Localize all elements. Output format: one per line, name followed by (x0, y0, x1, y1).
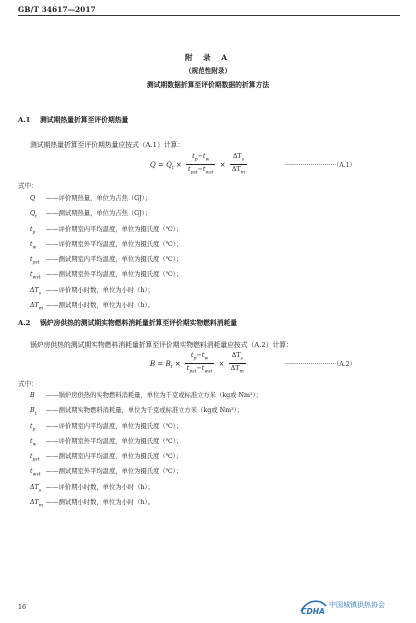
frac-num-minus: − (196, 351, 202, 359)
def-text: ——评价期热量，单位为吉焦（GJ）； (46, 195, 152, 202)
formula-base-sub: t (171, 166, 174, 172)
def-text: ——测试期室内平均温度，单位为摄氏度（℃）； (46, 453, 183, 460)
def-symbol: B (30, 407, 35, 415)
def-symbol: t (30, 453, 33, 460)
def-symbol: t (30, 271, 33, 279)
formula-base: Q (166, 160, 172, 169)
definition-item (30, 482, 262, 497)
frac-den-t: t (187, 165, 191, 174)
def-symbol: t (30, 437, 33, 445)
def-text: ——测试期室内平均温度，单位为摄氏度（℃）； (46, 256, 183, 263)
def-text: ——评价期室外平均温度，单位为摄氏度（℃）； (46, 437, 183, 445)
frac-num-sub: p (194, 157, 198, 163)
definition-item (30, 405, 262, 420)
definition-item (30, 224, 182, 239)
frac-den-t: t (186, 364, 190, 373)
definition-item (30, 451, 262, 466)
frac-num-sub2: w (205, 157, 210, 163)
def-symbol: ΔT (30, 483, 39, 491)
cdha-logo-icon (298, 597, 328, 617)
formula-base-sub: t (170, 365, 173, 371)
def-sub: s (38, 290, 42, 296)
formula-base: B (165, 359, 171, 368)
def-symbol: t (30, 422, 33, 430)
eqno-label: （A.2） (336, 361, 356, 368)
frac2-den: ΔT (230, 364, 240, 373)
def-sub: m (38, 503, 44, 508)
frac-num-t2: t (202, 152, 206, 160)
standard-number: GB/T 34617—2017 (18, 5, 96, 14)
frac-den-sub: pst (189, 369, 197, 375)
def-sub: w (32, 442, 37, 447)
def-sub: w (32, 245, 37, 250)
def-text: ——评价期小时数，单位为小时（h）； (46, 483, 154, 491)
def-symbol: B (30, 392, 35, 399)
equation-number-a2 (285, 359, 356, 368)
def-text: ——测试期室外平均温度，单位为摄氏度（℃）； (46, 468, 183, 476)
definition-item (30, 254, 182, 269)
definition-item (30, 285, 182, 300)
def-sub: wst (32, 275, 41, 281)
section-title: 锅炉房供热的测试期实物燃料消耗量折算至评价期实物燃料消耗量 (40, 319, 238, 327)
formula-lhs: B (150, 359, 156, 368)
where-label: 式中： (18, 380, 38, 388)
definition-item (30, 497, 262, 512)
page-number: 16 (18, 604, 27, 611)
section-title: 测试期热量折算至评价期热量 (40, 116, 129, 124)
def-symbol: t (30, 225, 33, 233)
def-text: ——测试期实物燃料消耗量，单位为千克或标准立方米（kg或 Nm³）； (46, 407, 244, 415)
frac-den-sub: pst (190, 170, 198, 176)
def-sub: m (38, 306, 44, 311)
frac-den-sub2: wst (205, 170, 214, 176)
definitions-a2 (30, 390, 262, 512)
leader-dots: ·························· (285, 361, 337, 368)
frac2-den: ΔT (231, 165, 241, 174)
section-number: A.1 (18, 116, 31, 124)
cdha-logo (298, 597, 328, 619)
def-text: ——评价期室内平均温度，单位为摄氏度（℃）； (46, 422, 183, 430)
section-intro: 锅炉房供热的测试期实物燃料消耗量折算至评价期实物燃料消耗量应按式（A.2）计算： (30, 341, 293, 349)
def-text: ——测试期室外平均温度，单位为摄氏度（℃）； (46, 271, 183, 279)
frac-num-t: t (190, 351, 194, 359)
def-text: ——测试期小时数，单位为小时（h）。 (46, 301, 154, 309)
frac2-num: ΔT (232, 152, 242, 160)
def-sub: s (38, 487, 42, 493)
fraction-hours (229, 351, 246, 377)
def-symbol: t (30, 256, 33, 263)
def-sub: t (34, 411, 37, 417)
fraction-temperature (185, 351, 215, 377)
def-symbol: Q (30, 210, 36, 218)
frac2-num-sub: s (241, 157, 245, 163)
definition-item (30, 239, 182, 254)
frac2-num-sub: s (240, 356, 243, 362)
def-text: ——评价期室内平均温度，单位为摄氏度（℃）； (46, 225, 183, 233)
frac2-den-sub: m (240, 170, 245, 176)
def-sub: p (32, 426, 36, 432)
frac-den-minus: − (196, 364, 202, 373)
def-symbol: t (30, 240, 33, 248)
def-symbol: Q (30, 195, 36, 202)
def-text: ——测试期小时数，单位为小时（h）。 (46, 498, 154, 506)
definition-item (30, 269, 182, 284)
def-sub: p (32, 229, 36, 235)
leader-dots: ·························· (285, 162, 337, 169)
def-symbol: ΔT (30, 301, 39, 309)
frac-den-sub2: wst (204, 369, 213, 375)
formula-a2: $B = B_t$ × $\frac{t_p-t_w}{t_{pst}-t_{wst}}$ × $\frac{\Delta T_s}{\Delta T_m}$ (150, 351, 244, 375)
annex-type: （规范性附录） (184, 67, 232, 75)
logo-mark-text: CDHA (301, 607, 325, 616)
section-intro: 测试期热量折算至评价期热量应按式（A.1）计算： (30, 141, 185, 149)
frac2-den-sub: m (239, 369, 244, 375)
frac-num-sub2: w (204, 356, 209, 362)
def-sub: pst (32, 457, 40, 463)
fraction-temperature (186, 152, 216, 178)
equation-number-a1 (285, 160, 356, 169)
header-rule (18, 15, 400, 16)
def-text: ——评价期室外平均温度，单位为摄氏度（℃）； (46, 240, 183, 248)
def-symbol: ΔT (30, 498, 39, 506)
formula-a1: $Q = Q_t$ × $\frac{t_p-t_w}{t_{pst}-t_{wst}}$ × $\frac{\Delta T_s}{\Delta T_m}$ (150, 152, 245, 176)
logo-org-name: 中国城镇供热协会 (329, 601, 385, 609)
definition-item (30, 466, 262, 481)
where-label: 式中： (18, 182, 38, 190)
frac-den-minus: − (197, 165, 203, 174)
definitions-a1 (30, 193, 182, 315)
section-number: A.2 (18, 319, 31, 327)
definition-item (30, 193, 182, 208)
def-symbol: ΔT (30, 286, 39, 294)
fraction-hours (230, 152, 247, 178)
frac2-num: ΔT (231, 351, 241, 359)
section-heading-a1 (18, 114, 128, 124)
frac-den-t2: t (201, 364, 205, 373)
def-sub: t (35, 214, 37, 220)
frac-num-minus: − (197, 152, 203, 160)
eqno-label: （A.1） (336, 162, 356, 169)
frac-num-t2: t (201, 351, 205, 359)
annex-name: 测试期数据折算至评价期数据的折算方法 (146, 81, 270, 89)
definition-item (30, 390, 262, 405)
definition-item (30, 436, 262, 451)
def-symbol: t (30, 468, 33, 476)
annex-title: 附 录 A (184, 53, 232, 62)
frac-num-sub: p (193, 356, 197, 362)
frac-num-t: t (192, 152, 195, 160)
def-text: ——评价期小时数，单位为小时（h）； (46, 286, 154, 294)
definition-item (30, 300, 182, 315)
def-sub: wst (32, 472, 41, 478)
def-text: ——测试期热量，单位为吉焦（GJ）； (46, 210, 152, 218)
def-sub: pst (32, 260, 40, 266)
definition-item (30, 421, 262, 436)
formula-lhs: Q (150, 160, 156, 169)
definition-item (30, 208, 182, 223)
section-heading-a2 (18, 317, 237, 327)
def-text: ——锅炉房供热的实物燃料消耗量，单位为千克或标准立方米（kg或 Nm³）； (46, 392, 262, 399)
frac-den-t2: t (202, 165, 206, 174)
